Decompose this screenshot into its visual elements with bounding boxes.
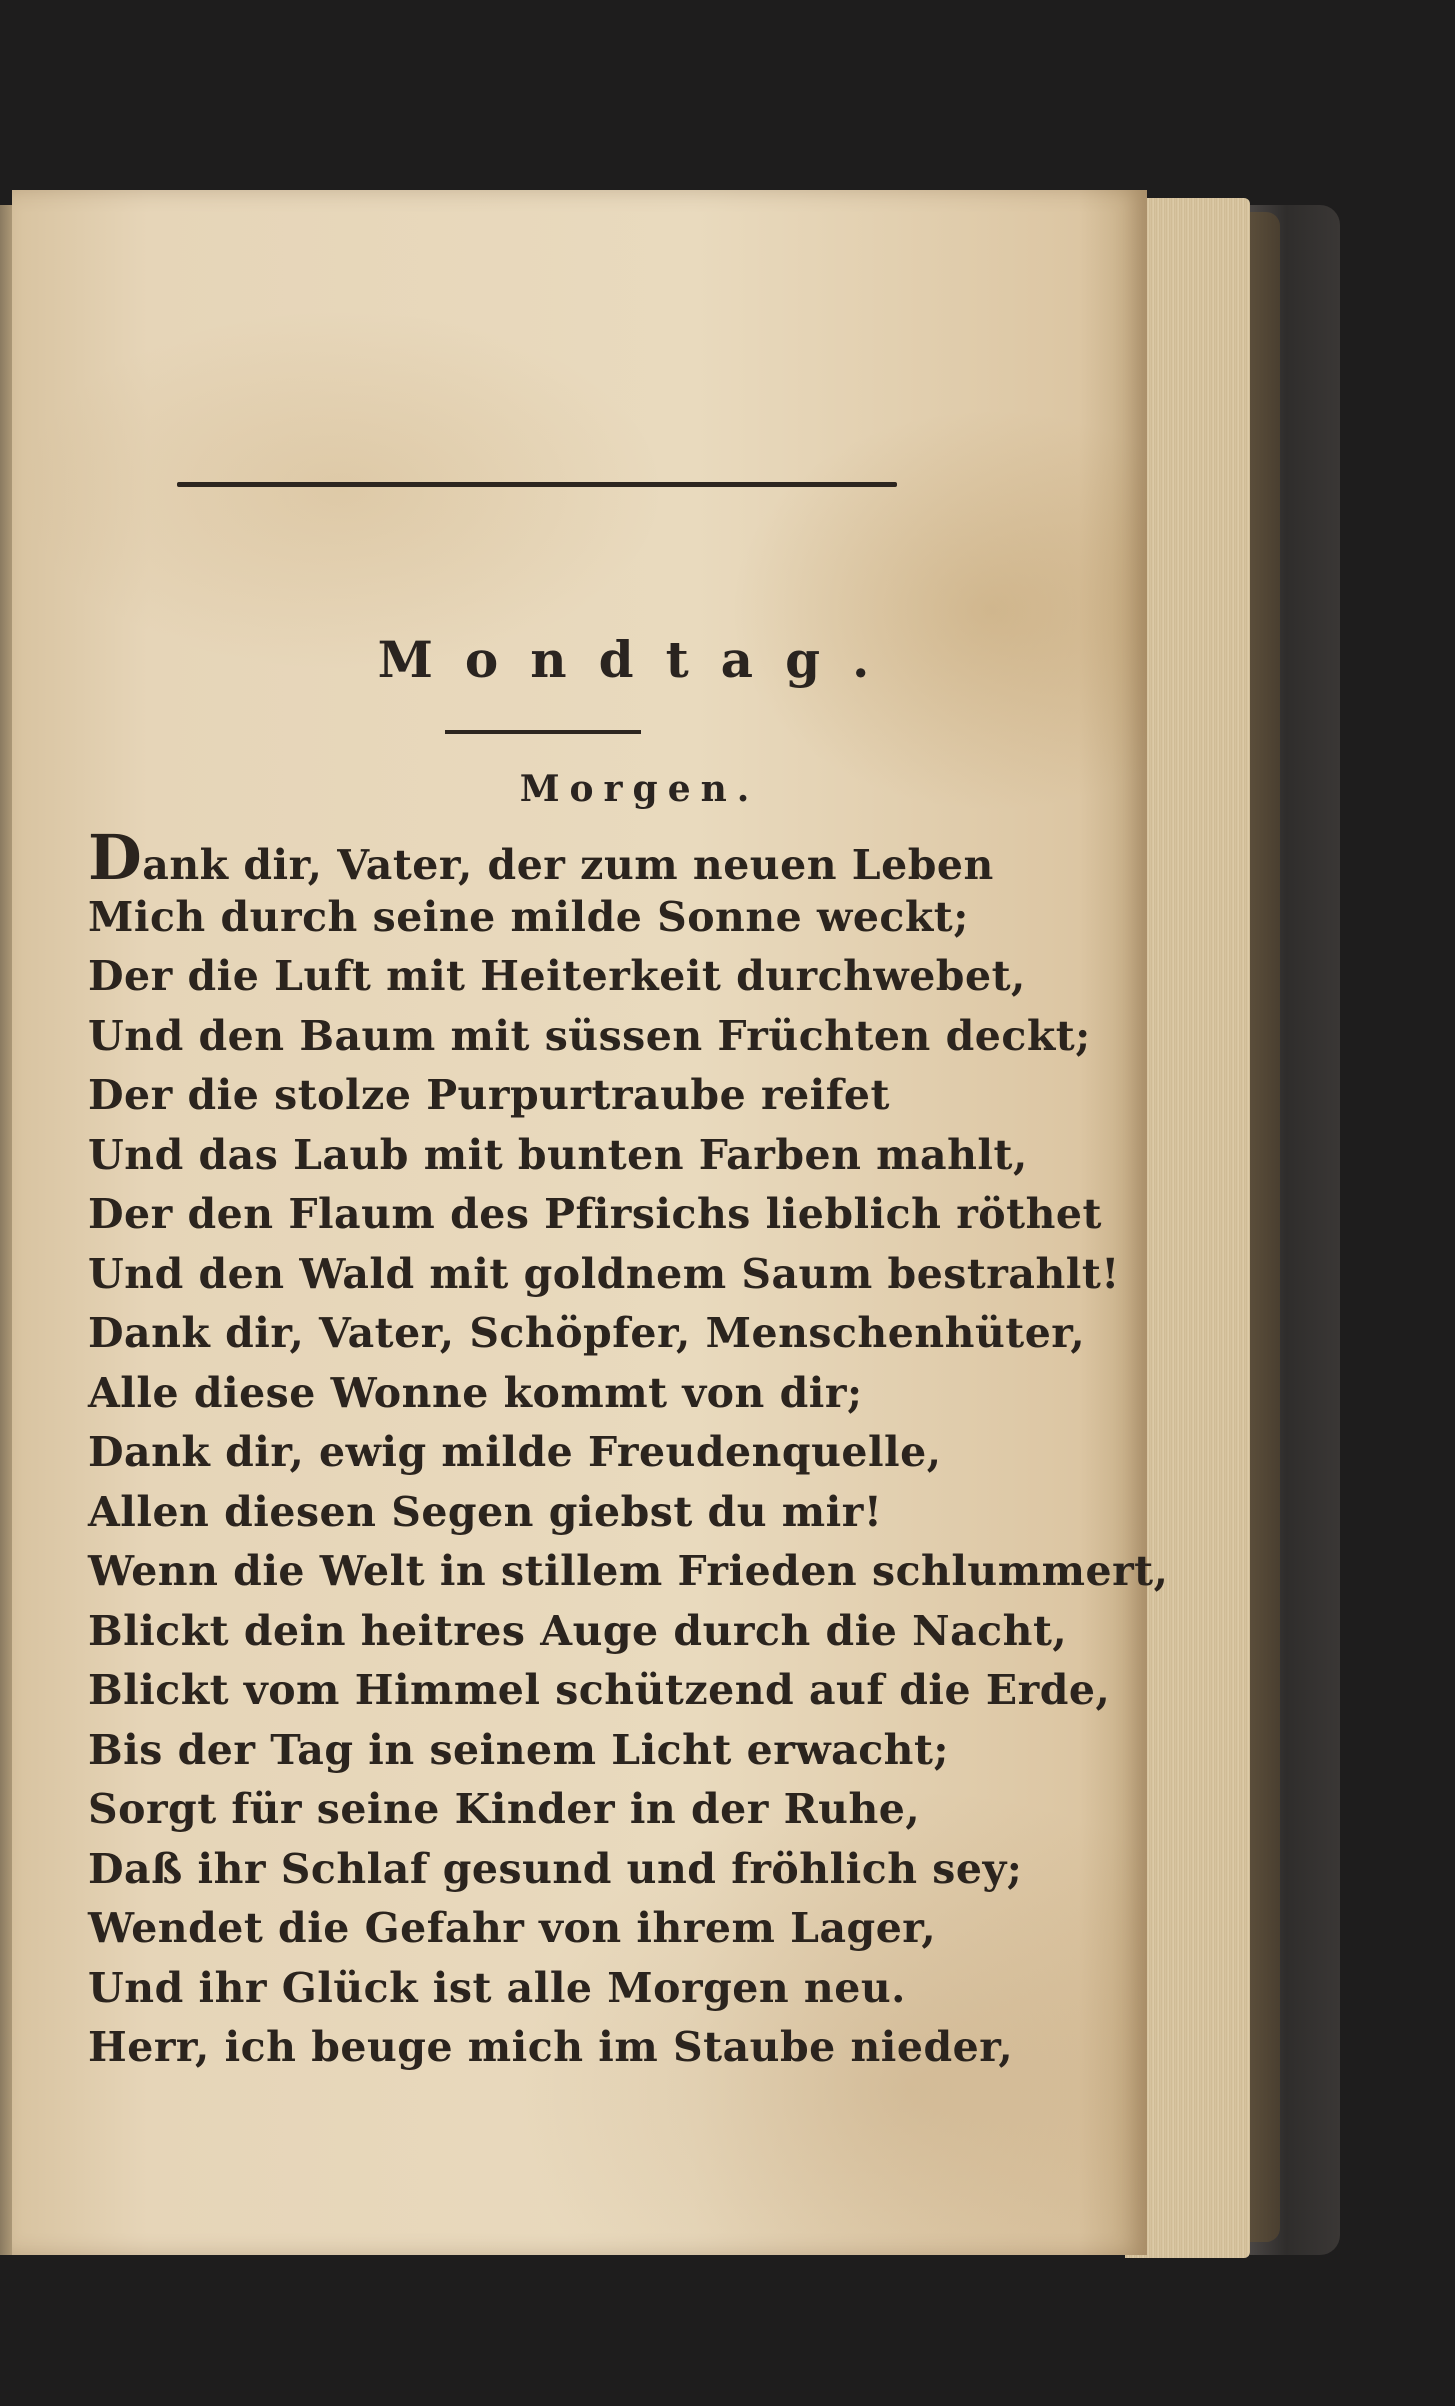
poem-line: Blickt vom Himmel schützend auf die Erde,	[88, 1666, 1111, 1714]
poem-line: Und ihr Glück ist alle Morgen neu.	[88, 1963, 906, 2012]
poem-line: Und das Laub mit bunten Farben mahlt,	[88, 1130, 1028, 1179]
page-subheading: Morgen.	[519, 768, 760, 810]
poem-line: Der den Flaum des Pfirsichs lieblich röthet	[88, 1190, 1102, 1238]
top-rule	[177, 482, 897, 487]
poem-text	[88, 821, 1169, 2078]
poem-line: Dank dir, ewig milde Freudenquelle,	[88, 1428, 942, 1476]
poem-line: Wenn die Welt in stillem Frieden schlummert,	[88, 1547, 1169, 1595]
poem-line: Dank dir, Vater, der zum neuen Leben	[88, 821, 994, 894]
poem-line: Und den Wald mit goldnem Saum bestrahlt!	[88, 1249, 1120, 1298]
poem-line: Wendet die Gefahr von ihrem Lager,	[88, 1904, 937, 1952]
poem-line: Allen diesen Segen giebst du mir!	[88, 1487, 883, 1536]
poem-line: Daß ihr Schlaf gesund und fröhlich sey;	[88, 1844, 1023, 1893]
poem-line: Alle diese Wonne kommt von dir;	[88, 1368, 863, 1417]
poem-line: Mich durch seine milde Sonne weckt;	[88, 892, 969, 941]
book-page	[12, 190, 1169, 2255]
poem-line: Und den Baum mit süssen Früchten deckt;	[88, 1011, 1091, 1060]
poem-line: Blickt dein heitres Auge durch die Nacht,	[88, 1606, 1068, 1655]
poem-line: Der die Luft mit Heiterkeit durchwebet,	[88, 952, 1026, 1000]
heading-rule	[445, 730, 641, 734]
drop-initial: D	[88, 821, 143, 894]
poem-line: Dank dir, Vater, Schöpfer, Menschenhüter,	[88, 1309, 1086, 1357]
poem-line: Herr, ich beuge mich im Staube nieder,	[88, 2023, 1014, 2071]
poem-line: Der die stolze Purpurtraube reifet	[88, 1071, 890, 1119]
poem-line: Sorgt für seine Kinder in der Ruhe,	[88, 1785, 921, 1833]
page-heading: Mondtag.	[377, 630, 902, 689]
poem-line: Bis der Tag in seinem Licht erwacht;	[88, 1725, 950, 1774]
